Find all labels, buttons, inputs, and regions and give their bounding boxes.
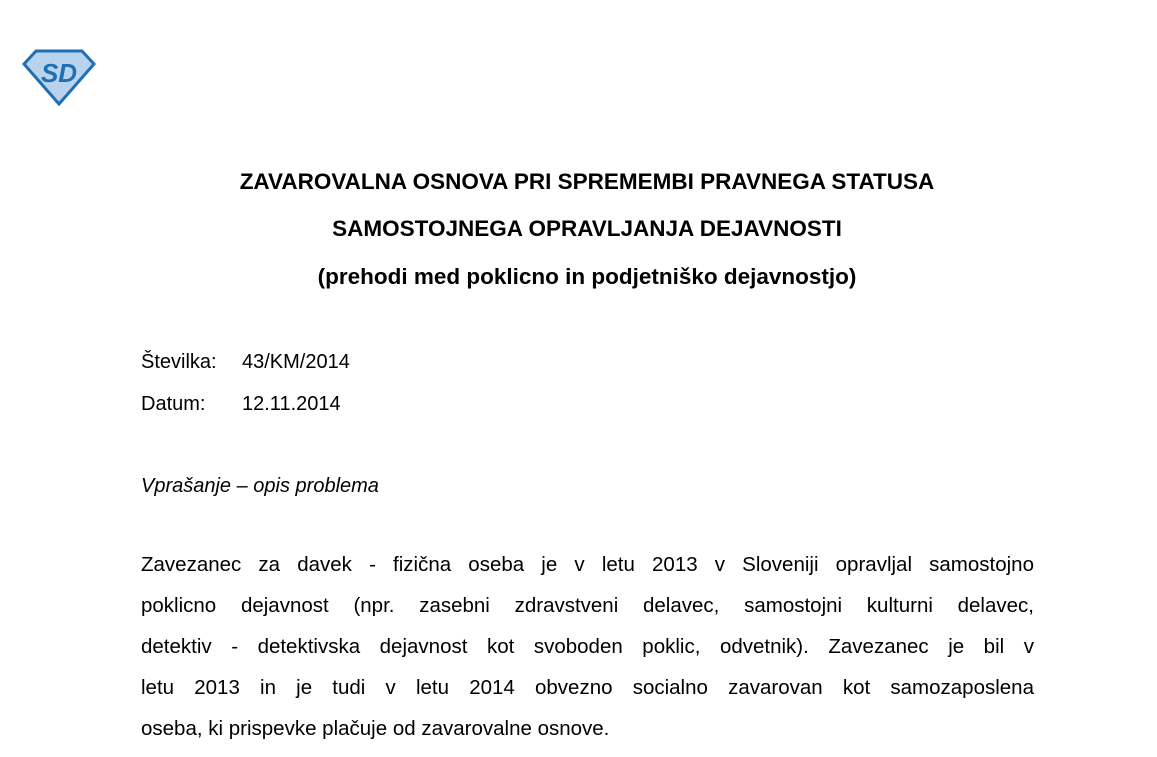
- date-value: 12.11.2014: [242, 393, 341, 415]
- number-value: 43/KM/2014: [242, 351, 350, 373]
- svg-text:SD: SD: [40, 58, 78, 88]
- sd-logo: [22, 48, 96, 106]
- paragraph-line: letu 2013 in je tudi v letu 2014 obvezno socialno zavarovan kot samozaposlena: [141, 676, 1034, 699]
- paragraph-line: poklicno dejavnost (npr. zasebni zdravstveni delavec, samostojni kulturni delavec,: [141, 594, 1034, 617]
- date-label: Datum:: [141, 393, 206, 415]
- number-row: [141, 351, 350, 374]
- title-line-1: ZAVAROVALNA OSNOVA PRI SPREMEMBI PRAVNEGA STATUSA: [239, 169, 935, 194]
- date-row: [141, 393, 341, 416]
- paragraph-line: oseba, ki prispevke plačuje od zavarovalne osnove.: [141, 717, 610, 740]
- body-paragraph: [141, 552, 1034, 757]
- title-line-2: SAMOSTOJNEGA OPRAVLJANJA DEJAVNOSTI: [332, 216, 842, 241]
- number-label: Številka:: [141, 351, 217, 373]
- paragraph-line: Zavezanec za davek - fizična oseba je v letu 2013 v Sloveniji opravljal samostojno: [141, 553, 1034, 576]
- paragraph-line: detektiv - detektivska dejavnost kot svoboden poklic, odvetnik). Zavezanec je bil v: [141, 635, 1034, 658]
- question-heading: Vprašanje – opis problema: [141, 475, 379, 497]
- title-line-3: (prehodi med poklicno in podjetniško dejavnostjo): [317, 264, 857, 289]
